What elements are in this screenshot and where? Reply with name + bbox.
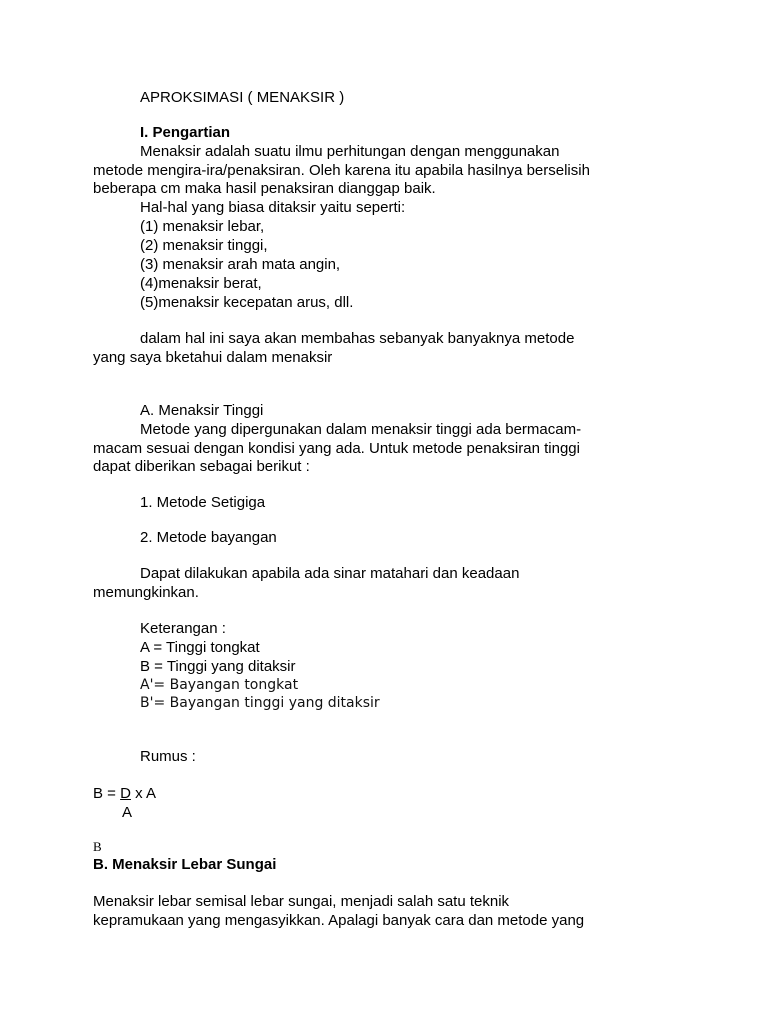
paragraph-line: dapat diberikan sebagai berikut : — [93, 458, 310, 475]
list-item: (4)menaksir berat, — [140, 275, 262, 292]
list-item: (5)menaksir kecepatan arus, dll. — [140, 294, 354, 311]
formula-rhs: x A — [130, 785, 156, 802]
paragraph-line: Menaksir lebar semisal lebar sungai, menjadi salah satu teknik — [93, 893, 510, 910]
keterangan-label: Keterangan : — [140, 620, 226, 637]
keterangan-item: A'= Bayangan tongkat — [140, 677, 299, 693]
paragraph-line: dalam hal ini saya akan membahas sebanyak banyaknya metode — [140, 330, 575, 347]
formula-denominator: A — [122, 804, 133, 821]
paragraph-line: yang saya bketahui dalam menaksir — [93, 349, 333, 366]
stray-letter: B — [93, 839, 102, 854]
paragraph-line: kepramukaan yang mengasyikkan. Apalagi banyak cara dan metode yang — [93, 912, 585, 929]
formula-lhs: B = — [93, 785, 121, 802]
list-item: (2) menaksir tinggi, — [140, 237, 268, 254]
method-item: 2. Metode bayangan — [140, 529, 277, 546]
paragraph-line: Menaksir adalah suatu ilmu perhitungan dengan menggunakan — [140, 143, 560, 160]
section-heading-lebar-sungai: B. Menaksir Lebar Sungai — [93, 856, 277, 873]
paragraph-line: memungkinkan. — [93, 584, 199, 601]
section-heading-menaksir-tinggi: A. Menaksir Tinggi — [140, 402, 264, 419]
formula — [93, 784, 156, 803]
list-item: (1) menaksir lebar, — [140, 218, 265, 235]
paragraph-line: macam sesuai dengan kondisi yang ada. Untuk metode penaksiran tinggi — [93, 440, 580, 457]
keterangan-item: A = Tinggi tongkat — [140, 639, 260, 656]
keterangan-item: B = Tinggi yang ditaksir — [140, 658, 296, 675]
paragraph-line: metode mengira-ira/penaksiran. Oleh karena itu apabila hasilnya berselisih — [93, 162, 590, 179]
rumus-label: Rumus : — [140, 748, 196, 765]
keterangan-item: B'= Bayangan tinggi yang ditaksir — [140, 695, 380, 711]
section-heading-pengartian: I. Pengartian — [140, 124, 231, 141]
document-title: APROKSIMASI ( MENAKSIR ) — [140, 89, 345, 106]
method-item: 1. Metode Setigiga — [140, 494, 266, 511]
paragraph-line: Metode yang dipergunakan dalam menaksir tinggi ada bermacam- — [140, 421, 582, 438]
paragraph-line: Dapat dilakukan apabila ada sinar matahari dan keadaan — [140, 565, 520, 582]
list-intro: Hal-hal yang biasa ditaksir yaitu seperti: — [140, 199, 406, 216]
list-item: (3) menaksir arah mata angin, — [140, 256, 341, 273]
formula-numerator: D — [120, 785, 131, 802]
paragraph-line: beberapa cm maka hasil penaksiran dianggap baik. — [93, 180, 436, 197]
